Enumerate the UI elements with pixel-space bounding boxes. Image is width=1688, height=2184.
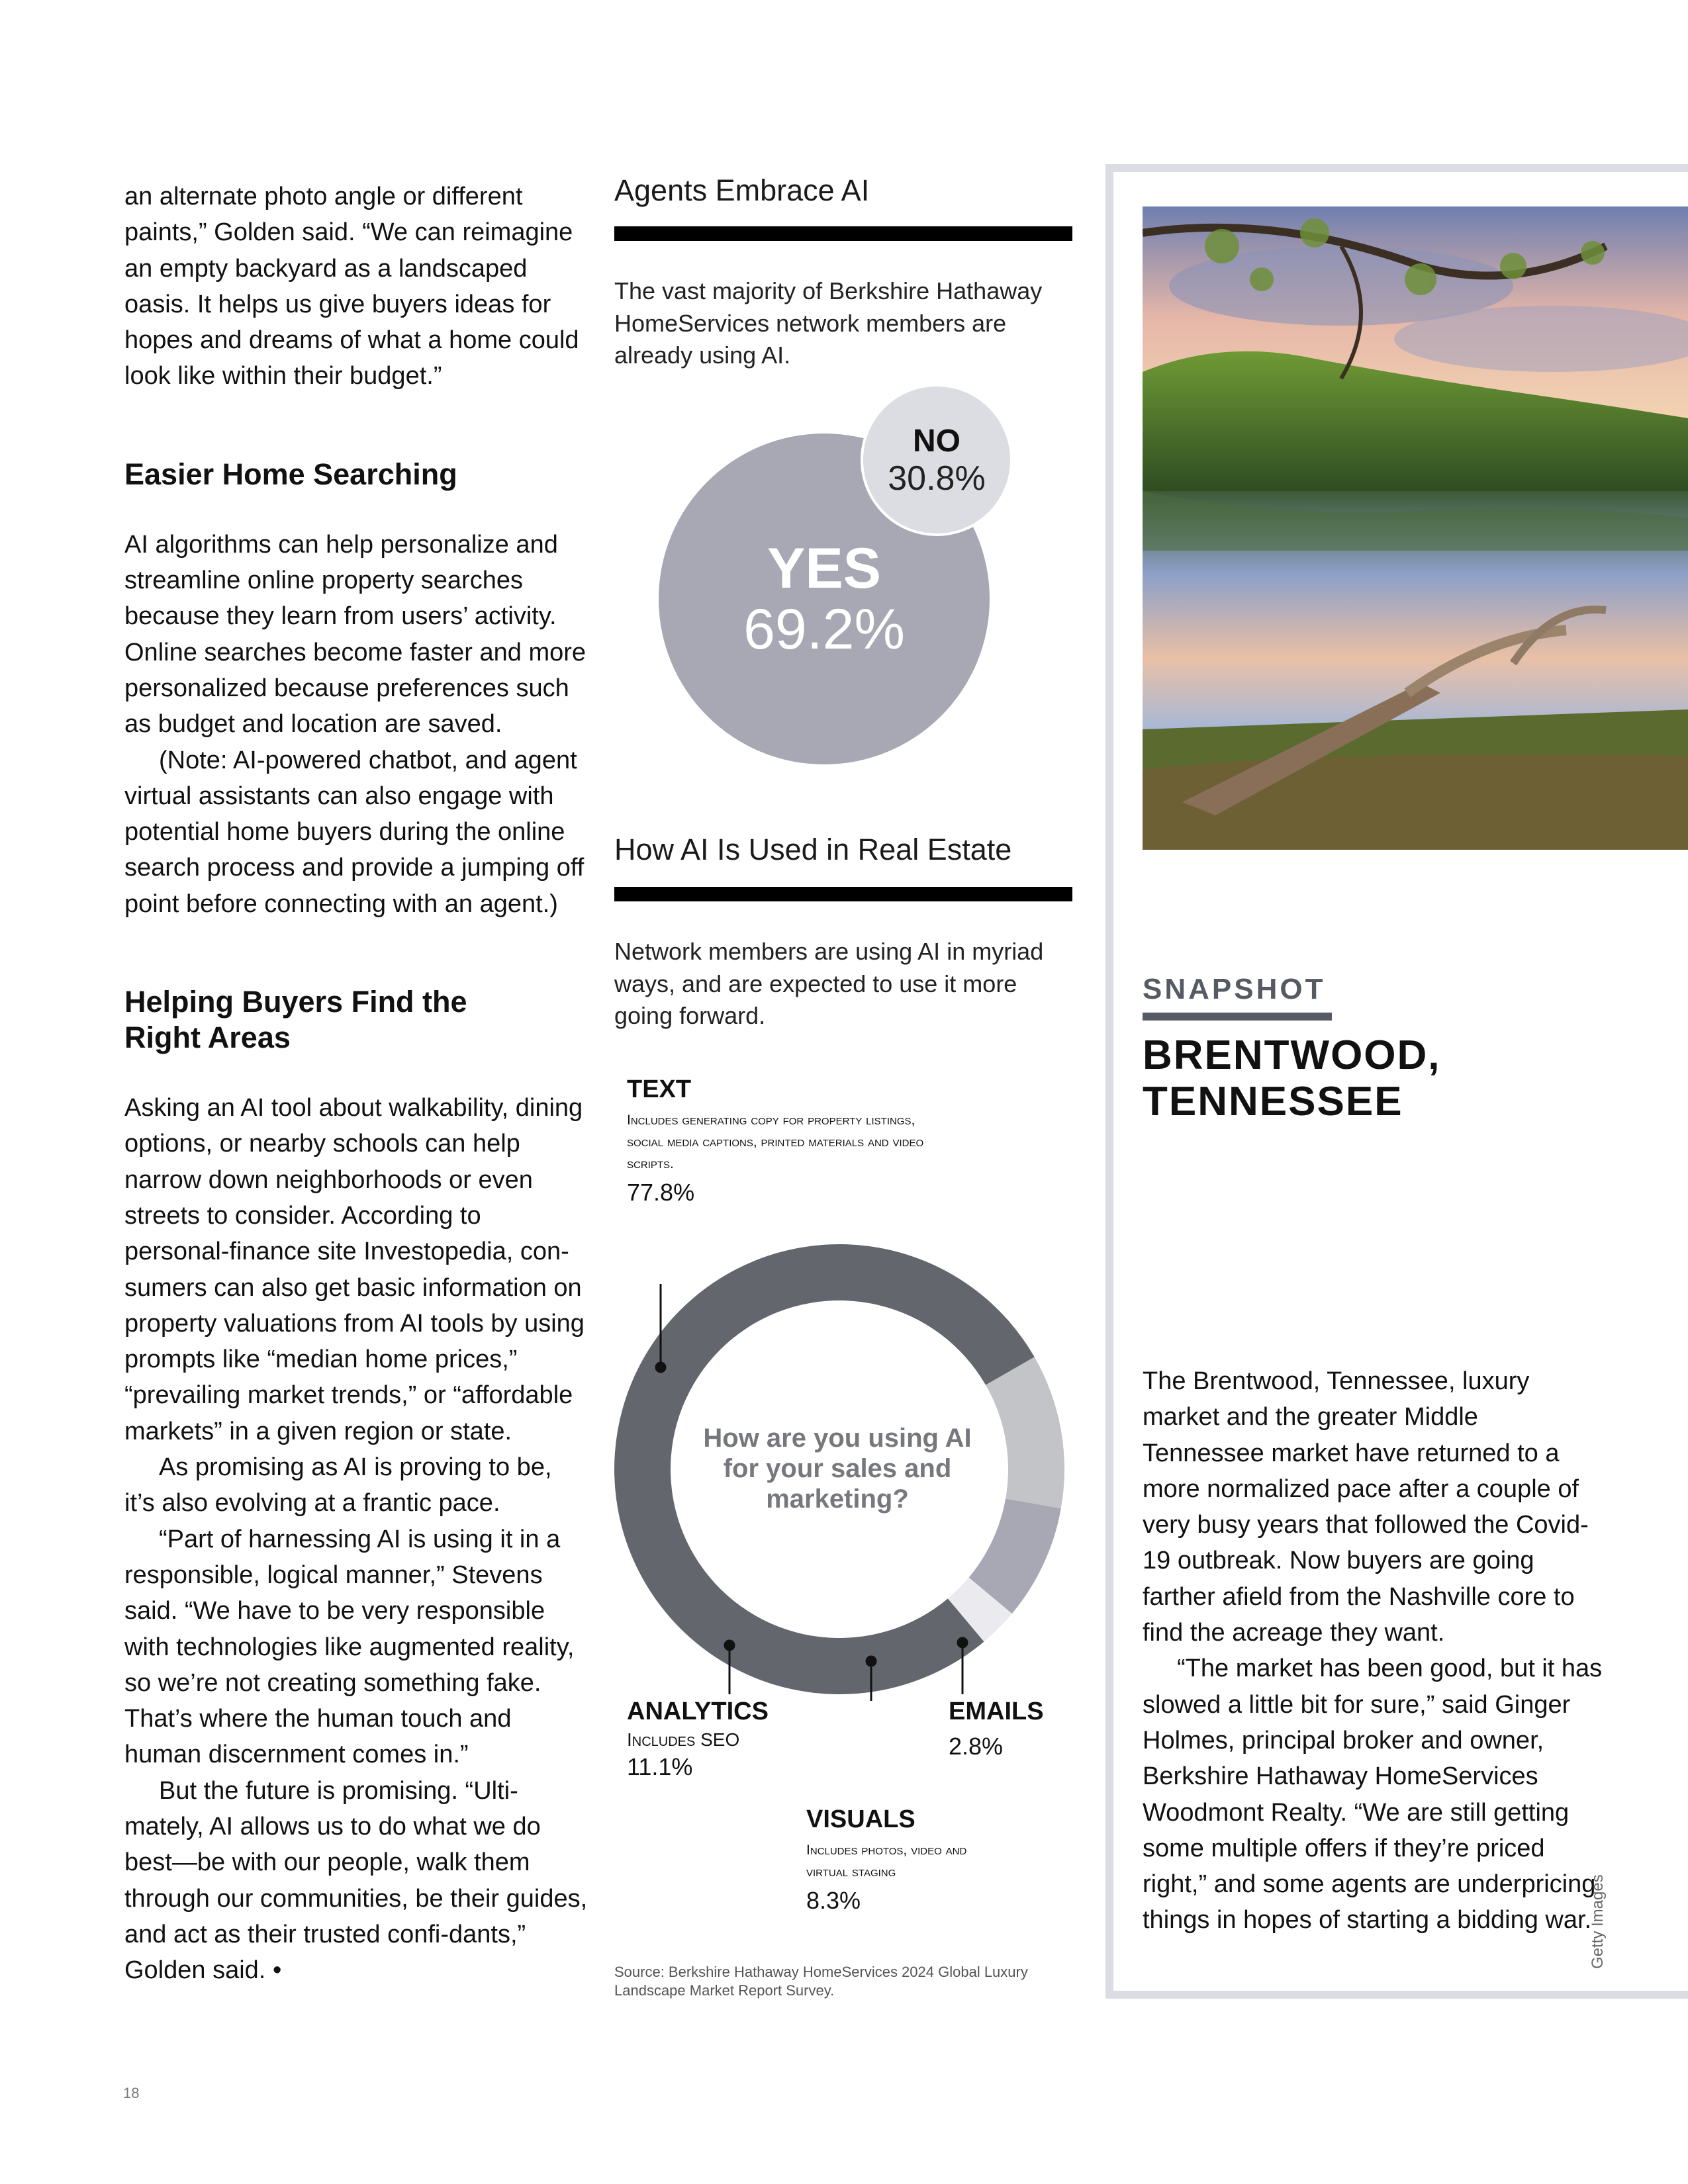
snapshot-underline xyxy=(1143,1013,1332,1021)
label-emails-title: EMAILS xyxy=(949,1698,1044,1725)
label-visuals-value: 8.3% xyxy=(806,1887,861,1914)
left-paragraph-5: As promising as AI is proving to be, it’s also evolving at a frantic pace. xyxy=(124,1453,552,1518)
usage-section-rule xyxy=(614,887,1072,901)
label-visuals xyxy=(806,1805,1031,1915)
left-paragraph-1: an alternate photo angle or different paints,” Golden said. “We can reimagine an empty backyard as a landscaped oasis. It helps us give buyers ideas for hopes and dreams of what a home could look like within their budget.” xyxy=(124,183,579,390)
snapshot-title-line-1: BRENTWOOD, xyxy=(1143,1032,1441,1078)
label-analytics-value: 11.1% xyxy=(627,1753,693,1780)
left-column xyxy=(124,179,588,1988)
label-visuals-title: VISUALS xyxy=(806,1805,915,1833)
snapshot-paragraph-1: The Brentwood, Tennessee, luxury market and the greater Middle Tennessee market have returned to a more normalized pace after a couple of very busy years that followed the Covid-19 outbreak. Now buyers are going farther afield from the Nashville core to find the acreage they want. xyxy=(1143,1367,1589,1647)
snapshot-body xyxy=(1143,1363,1606,1938)
leader-dot-visuals xyxy=(867,1657,876,1666)
photo-credit: Getty Images xyxy=(1589,1874,1607,1969)
left-paragraph-6: “Part of harnessing AI is using it in a responsible, logical manner,” Stevens said. “We have to be very responsible with technologies like augmented reality, so we’re not creating something fake. That’s where the human touch and human discernment comes in.” xyxy=(124,1525,575,1769)
yes-label: YES xyxy=(767,537,882,600)
label-visuals-description: Includes photos, video and virtual staging xyxy=(806,1843,967,1880)
donut-segment-analytics xyxy=(986,1357,1064,1508)
label-analytics-description: Includes SEO xyxy=(627,1729,740,1750)
agents-section-rule xyxy=(614,226,1072,241)
left-paragraph-4: Asking an AI tool about walkability, dining options, or nearby schools can help narrow down neighborhoods or even streets to consider. According to personal-finance site Investopedia, con-sumers can also get basic information on property valuations from AI tools by using prompts like “median home prices,” “prevailing market trends,” or “affordable markets” in a given region or state. xyxy=(124,1094,585,1445)
snapshot-paragraph-2: “The market has been good, but it has slowed a little bit for sure,” said Ginger Holmes, principal broker and owner, Berkshire Hathaway HomeServices Woodmont Realty. “We are still getting some multiple offers if they’re priced right,” and some agents are underpricing things in hopes of starting a bidding war. xyxy=(1143,1655,1603,1934)
label-analytics-title: ANALYTICS xyxy=(627,1698,769,1725)
label-analytics xyxy=(627,1698,825,1781)
no-bubble xyxy=(861,384,1013,536)
leader-dot-analytics xyxy=(725,1641,734,1650)
usage-section-description: Network members are using AI in myriad ways, and are expected to use it more going forward. xyxy=(614,938,1044,1029)
agents-section-title: Agents Embrace AI xyxy=(614,173,870,207)
label-emails-value: 2.8% xyxy=(949,1733,1004,1760)
heading-easier-home-searching: Easier Home Searching xyxy=(124,457,457,491)
snapshot-title xyxy=(1143,1032,1441,1125)
label-emails xyxy=(949,1698,1068,1760)
usage-section-title: How AI Is Used in Real Estate xyxy=(614,833,1012,866)
label-text-title: TEXT xyxy=(627,1075,692,1103)
left-paragraph-7: But the future is promising. “Ulti-mately, AI allows us to do what we do best—be with our people, walk them through our communities, be their guides, and act as their trusted confi-dants,” Golden said. • xyxy=(124,1776,588,1985)
yes-value: 69.2% xyxy=(743,598,905,661)
no-value: 30.8% xyxy=(888,459,986,498)
page-number: 18 xyxy=(123,2085,140,2101)
label-text xyxy=(627,1075,971,1206)
chart-source: Source: Berkshire Hathaway HomeServices 2024 Global Luxury Landscape Market Report Survey. xyxy=(614,1964,1028,1999)
label-text-value: 77.8% xyxy=(627,1179,695,1206)
heading-helping-buyers: Helping Buyers Find the Right Areas xyxy=(124,985,467,1055)
no-label: NO xyxy=(913,424,961,459)
lake-landscape-image xyxy=(1143,206,1688,850)
end-mark: • xyxy=(272,1956,282,1985)
lake-photo xyxy=(1143,206,1688,850)
donut-center-text: How are you using AI for your sales and marketing? xyxy=(703,1424,972,1514)
snapshot-title-line-2: TENNESSEE xyxy=(1143,1079,1403,1124)
left-paragraph-3: (Note: AI-powered chatbot, and agent virtual assistants can also engage with potential home buyers during the online search process and provide a jumping off point before connecting with an agent.) xyxy=(124,746,585,918)
left-paragraph-2: AI algorithms can help personalize and streamline online property searches because they learn from users’ activity. Online searches become faster and more personalized because preferences such as budget and location are saved. xyxy=(124,530,586,739)
leader-dot-emails xyxy=(958,1638,967,1647)
label-text-description: Includes generating copy for property listings, social media captions, printed materials and video scripts. xyxy=(627,1113,924,1171)
snapshot-label: SNAPSHOT xyxy=(1143,973,1326,1005)
leader-dot-text xyxy=(656,1363,665,1372)
agents-section-description: The vast majority of Berkshire Hathaway HomeServices network members are already using AI. xyxy=(614,277,1043,369)
